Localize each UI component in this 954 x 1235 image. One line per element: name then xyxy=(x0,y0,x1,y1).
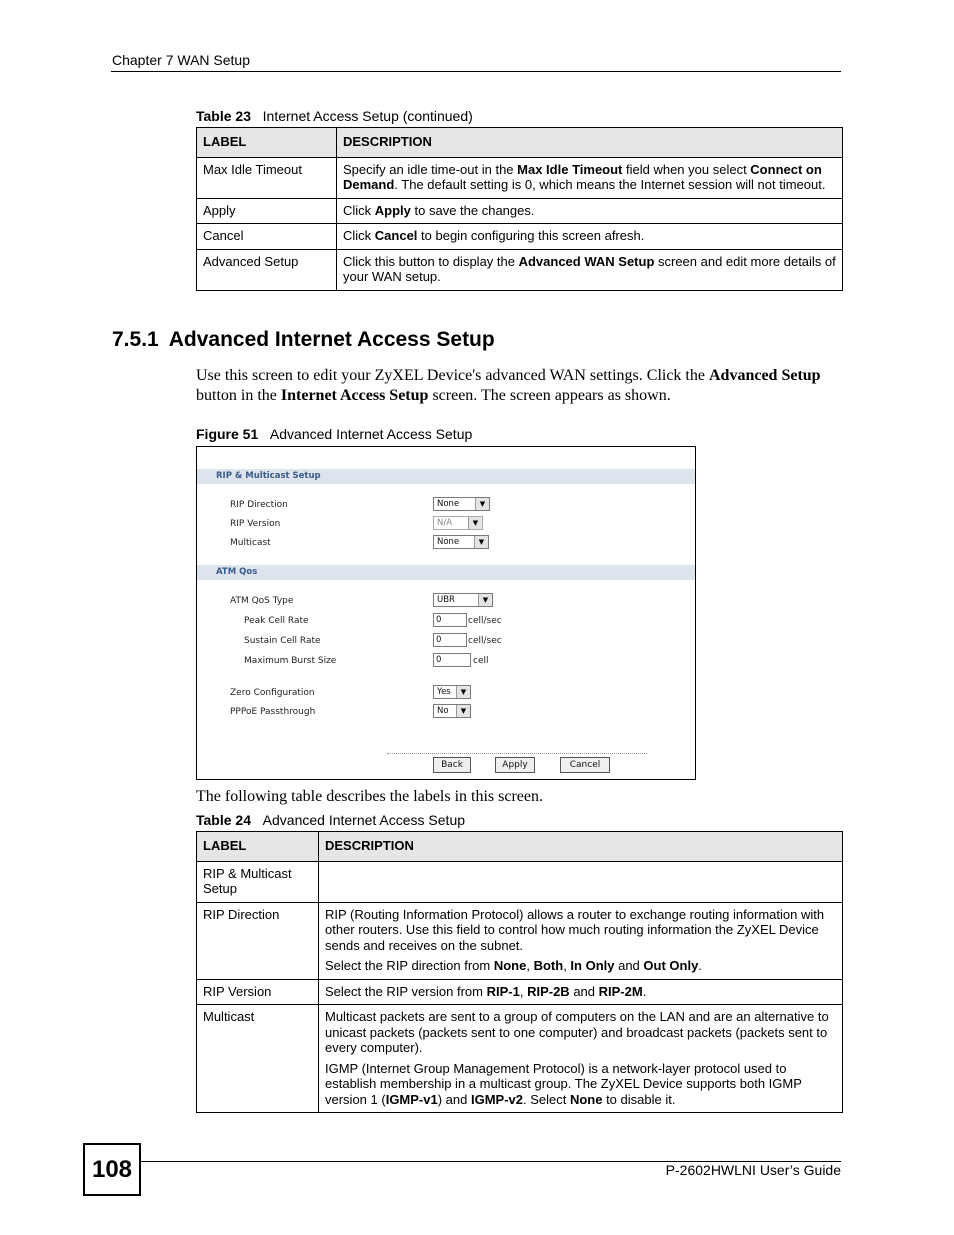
after-figure-paragraph: The following table describes the labels in this screen. xyxy=(196,788,544,805)
cancel-button[interactable]: Cancel xyxy=(560,757,610,773)
section-number: 7.5.1 xyxy=(112,328,159,351)
table-header-row xyxy=(197,832,843,862)
zero-configuration-label: Zero Configuration xyxy=(230,688,315,698)
peak-cell-rate-unit: cell/sec xyxy=(468,616,502,626)
chevron-down-icon: ▼ xyxy=(475,498,489,510)
back-button[interactable]: Back xyxy=(433,757,471,773)
row-description: Click Cancel to begin configuring this screen afresh. xyxy=(337,224,843,250)
peak-cell-rate-label: Peak Cell Rate xyxy=(244,616,309,626)
apply-button[interactable]: Apply xyxy=(495,757,535,773)
max-burst-size-label: Maximum Burst Size xyxy=(244,656,337,666)
section-title xyxy=(112,328,495,352)
table-row xyxy=(197,902,843,979)
row-label: Cancel xyxy=(197,224,337,250)
table-row xyxy=(197,157,843,198)
chevron-down-icon: ▼ xyxy=(474,536,488,548)
rip-direction-select[interactable]: None ▼ xyxy=(433,497,490,511)
row-description: Select the RIP version from RIP-1, RIP-2B and RIP-2M. xyxy=(319,979,843,1005)
rip-version-select[interactable]: N/A ▼ xyxy=(433,516,483,530)
table24-caption-title: Advanced Internet Access Setup xyxy=(262,812,466,828)
max-burst-size-unit: cell xyxy=(473,656,489,666)
table24-caption xyxy=(196,812,465,828)
page-number: 108 xyxy=(83,1143,141,1196)
figure-caption-number: Figure 51 xyxy=(196,426,259,442)
pppoe-passthrough-label: PPPoE Passthrough xyxy=(230,707,316,717)
row-label: Max Idle Timeout xyxy=(197,157,337,198)
table23-caption-title: Internet Access Setup (continued) xyxy=(262,108,473,124)
table-header-row xyxy=(197,128,843,158)
row-label: Multicast xyxy=(197,1005,319,1113)
table24-caption-number: Table 24 xyxy=(196,812,251,828)
table-row xyxy=(197,224,843,250)
row-description: Specify an idle time-out in the Max Idle Timeout field when you select Connect on Demand. The default setting is 0, which means the Internet session will not timeout. xyxy=(337,157,843,198)
intro-paragraph: Use this screen to edit your ZyXEL Device's advanced WAN settings. Click the Advanced Setup button in the Internet Access Setup screen. The screen appears as shown. xyxy=(196,367,821,404)
table23 xyxy=(196,127,843,291)
table-row xyxy=(197,249,843,290)
row-description: Click Apply to save the changes. xyxy=(337,198,843,224)
table23-caption xyxy=(196,108,473,124)
chevron-down-icon: ▼ xyxy=(456,705,470,717)
pppoe-passthrough-select[interactable]: No ▼ xyxy=(433,704,471,718)
advanced-setup-screenshot xyxy=(196,446,696,780)
peak-cell-rate-input[interactable]: 0 xyxy=(433,613,467,627)
atm-qos-type-label: ATM QoS Type xyxy=(230,596,294,606)
max-burst-size-input[interactable]: 0 xyxy=(433,653,471,667)
atm-qos-section-header: ATM Qos xyxy=(197,565,695,580)
zero-configuration-select[interactable]: Yes ▼ xyxy=(433,685,471,699)
row-label: RIP Version xyxy=(197,979,319,1005)
running-header: Chapter 7 WAN Setup xyxy=(112,52,250,68)
col-description-header: DESCRIPTION xyxy=(337,128,843,158)
chevron-down-icon: ▼ xyxy=(468,517,482,529)
sustain-cell-rate-unit: cell/sec xyxy=(468,636,502,646)
section-title-text: Advanced Internet Access Setup xyxy=(168,328,495,351)
row-label: Apply xyxy=(197,198,337,224)
chevron-down-icon: ▼ xyxy=(456,686,470,698)
row-description xyxy=(319,861,843,902)
sustain-cell-rate-input[interactable]: 0 xyxy=(433,633,467,647)
rip-direction-label: RIP Direction xyxy=(230,500,288,510)
col-label-header: LABEL xyxy=(197,128,337,158)
table-row xyxy=(197,198,843,224)
multicast-label: Multicast xyxy=(230,538,271,548)
col-description-header: DESCRIPTION xyxy=(319,832,843,862)
rip-version-label: RIP Version xyxy=(230,519,281,529)
col-label-header: LABEL xyxy=(197,832,319,862)
table-row xyxy=(197,979,843,1005)
figure-caption-title: Advanced Internet Access Setup xyxy=(269,426,473,442)
row-label: Advanced Setup xyxy=(197,249,337,290)
button-divider xyxy=(387,753,647,754)
row-description: Multicast packets are sent to a group of computers on the LAN and are an alternative to unicast packets (packets sent to one computer) and broadcast packets (packets sent to every computer). IGMP (Internet Group Management Protocol) is a network-layer protocol used to establish membership in a multicast group. The ZyXEL Device supports both IGMP version 1 (IGMP-v1) and IGMP-v2. Select None to disable it. xyxy=(319,1005,843,1113)
row-label: RIP Direction xyxy=(197,902,319,979)
figure-caption xyxy=(196,426,472,442)
guide-title: P-2602HWLNI User’s Guide xyxy=(665,1162,841,1178)
rip-multicast-section-header: RIP & Multicast Setup xyxy=(197,469,695,484)
row-label: RIP & Multicast Setup xyxy=(197,861,319,902)
table24 xyxy=(196,831,843,1113)
row-description: Click this button to display the Advanced WAN Setup screen and edit more details of your WAN setup. xyxy=(337,249,843,290)
atm-qos-type-select[interactable]: UBR ▼ xyxy=(433,593,493,607)
row-description: RIP (Routing Information Protocol) allows a router to exchange routing information with other routers. Use this field to control how much routing information the ZyXEL Device sends and receives on the subnet. Select the RIP direction from None, Both, In Only and Out Only. xyxy=(319,902,843,979)
table-row xyxy=(197,1005,843,1113)
table-row xyxy=(197,861,843,902)
header-rule xyxy=(111,71,841,72)
multicast-select[interactable]: None ▼ xyxy=(433,535,489,549)
table23-caption-number: Table 23 xyxy=(196,108,251,124)
sustain-cell-rate-label: Sustain Cell Rate xyxy=(244,636,321,646)
chevron-down-icon: ▼ xyxy=(478,594,492,606)
